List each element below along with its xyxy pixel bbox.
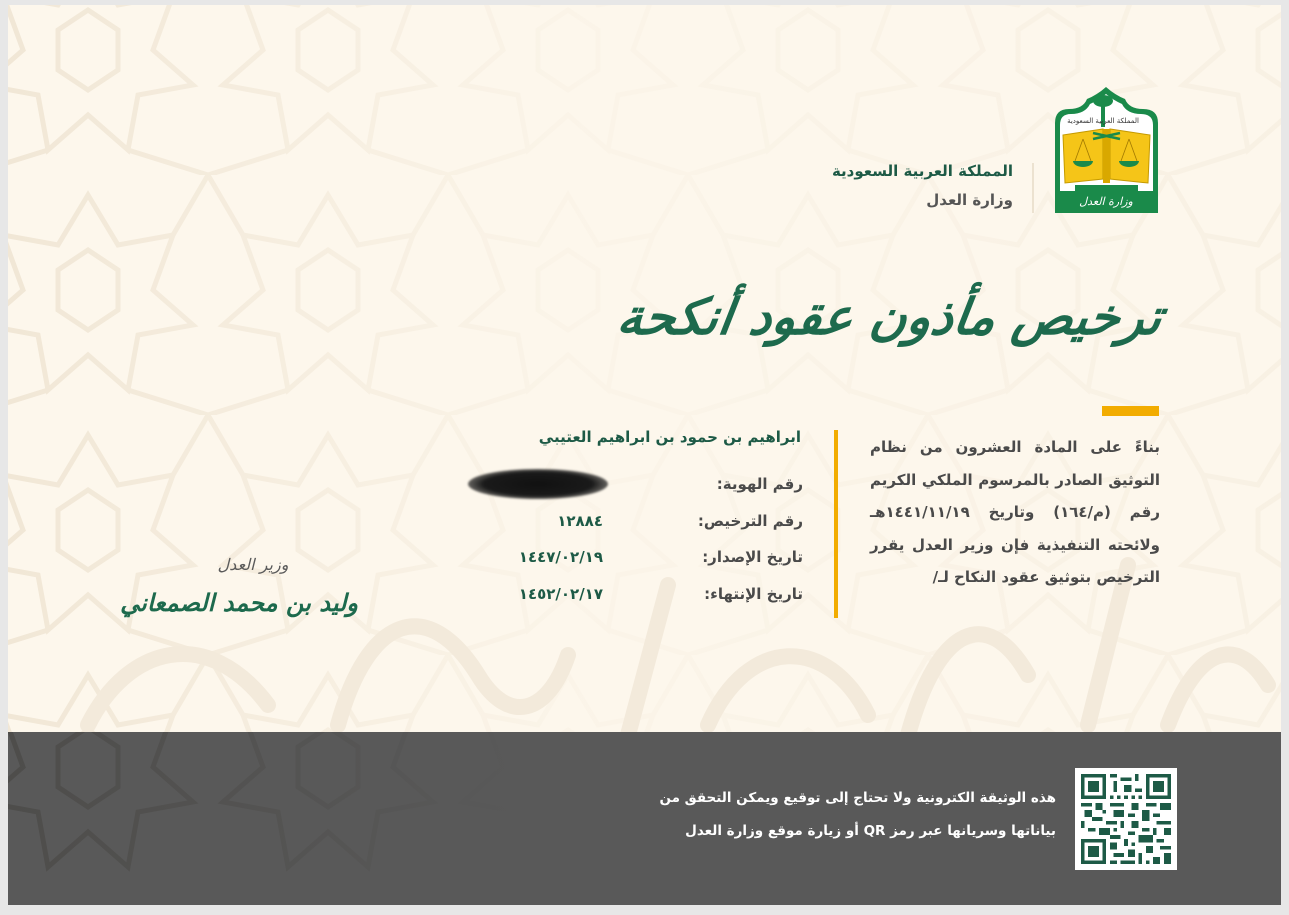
header-divider	[1032, 163, 1034, 213]
field-label: تاريخ الإنتهاء:	[704, 585, 803, 603]
ministry-name: وزارة العدل	[926, 191, 1013, 209]
qr-code-icon[interactable]	[1075, 768, 1177, 870]
license-document	[8, 5, 1281, 905]
license-holder-name: ابراهيم بن حمود بن ابراهيم العتيبي	[538, 428, 801, 446]
field-label: رقم الهوية:	[716, 475, 803, 493]
signatory-name: وليد بن محمد الصمعاني	[120, 588, 358, 617]
country-name: المملكة العربية السعودية	[831, 162, 1013, 180]
document-title: ترخيص مأذون عقود أنكحة	[613, 287, 1166, 346]
verification-line-1: هذه الوثيقة الكترونية ولا تحتاج إلى توقيع ويمكن التحقق من	[659, 790, 1056, 806]
svg-text:المملكة العربية السعودية: المملكة العربية السعودية	[1067, 117, 1139, 125]
field-expiry-date	[468, 585, 803, 615]
field-issue-date	[468, 548, 803, 578]
field-value: ١٤٥٢/٠٢/١٧	[518, 585, 603, 603]
organization-block	[832, 159, 1013, 213]
field-value: ١٤٤٧/٠٢/١٩	[518, 548, 603, 566]
logo-caption: وزارة العدل	[1079, 195, 1133, 208]
verification-line-2: بياناتها وسريانها عبر رمز QR أو زيارة موقع وزارة العدل	[685, 823, 1056, 839]
gold-accent-bar	[1102, 406, 1159, 416]
field-label: تاريخ الإصدار:	[702, 548, 803, 566]
gold-vertical-divider	[834, 430, 838, 618]
ministry-of-justice-logo	[1053, 87, 1160, 213]
redacted-id-value	[468, 469, 608, 499]
signatory-title: وزير العدل	[217, 555, 289, 574]
field-label: رقم الترخيص:	[697, 512, 803, 530]
preamble-paragraph: بناءً على المادة العشرون من نظام التوثيق الصادر بالمرسوم الملكي الكريم رقم (م/١٦٤) وتاريخ ١٤٤١/١١/١٩هـ ولائحته التنفيذية فإن وزير العدل يقرر الترخيص بتوثيق عقود النكاح لـ/	[870, 438, 1160, 586]
field-id-number	[468, 475, 803, 505]
field-value: ١٢٨٨٤	[557, 512, 603, 530]
field-license-number	[468, 512, 803, 542]
verification-footer	[8, 732, 1281, 905]
verification-notice	[659, 782, 1056, 848]
